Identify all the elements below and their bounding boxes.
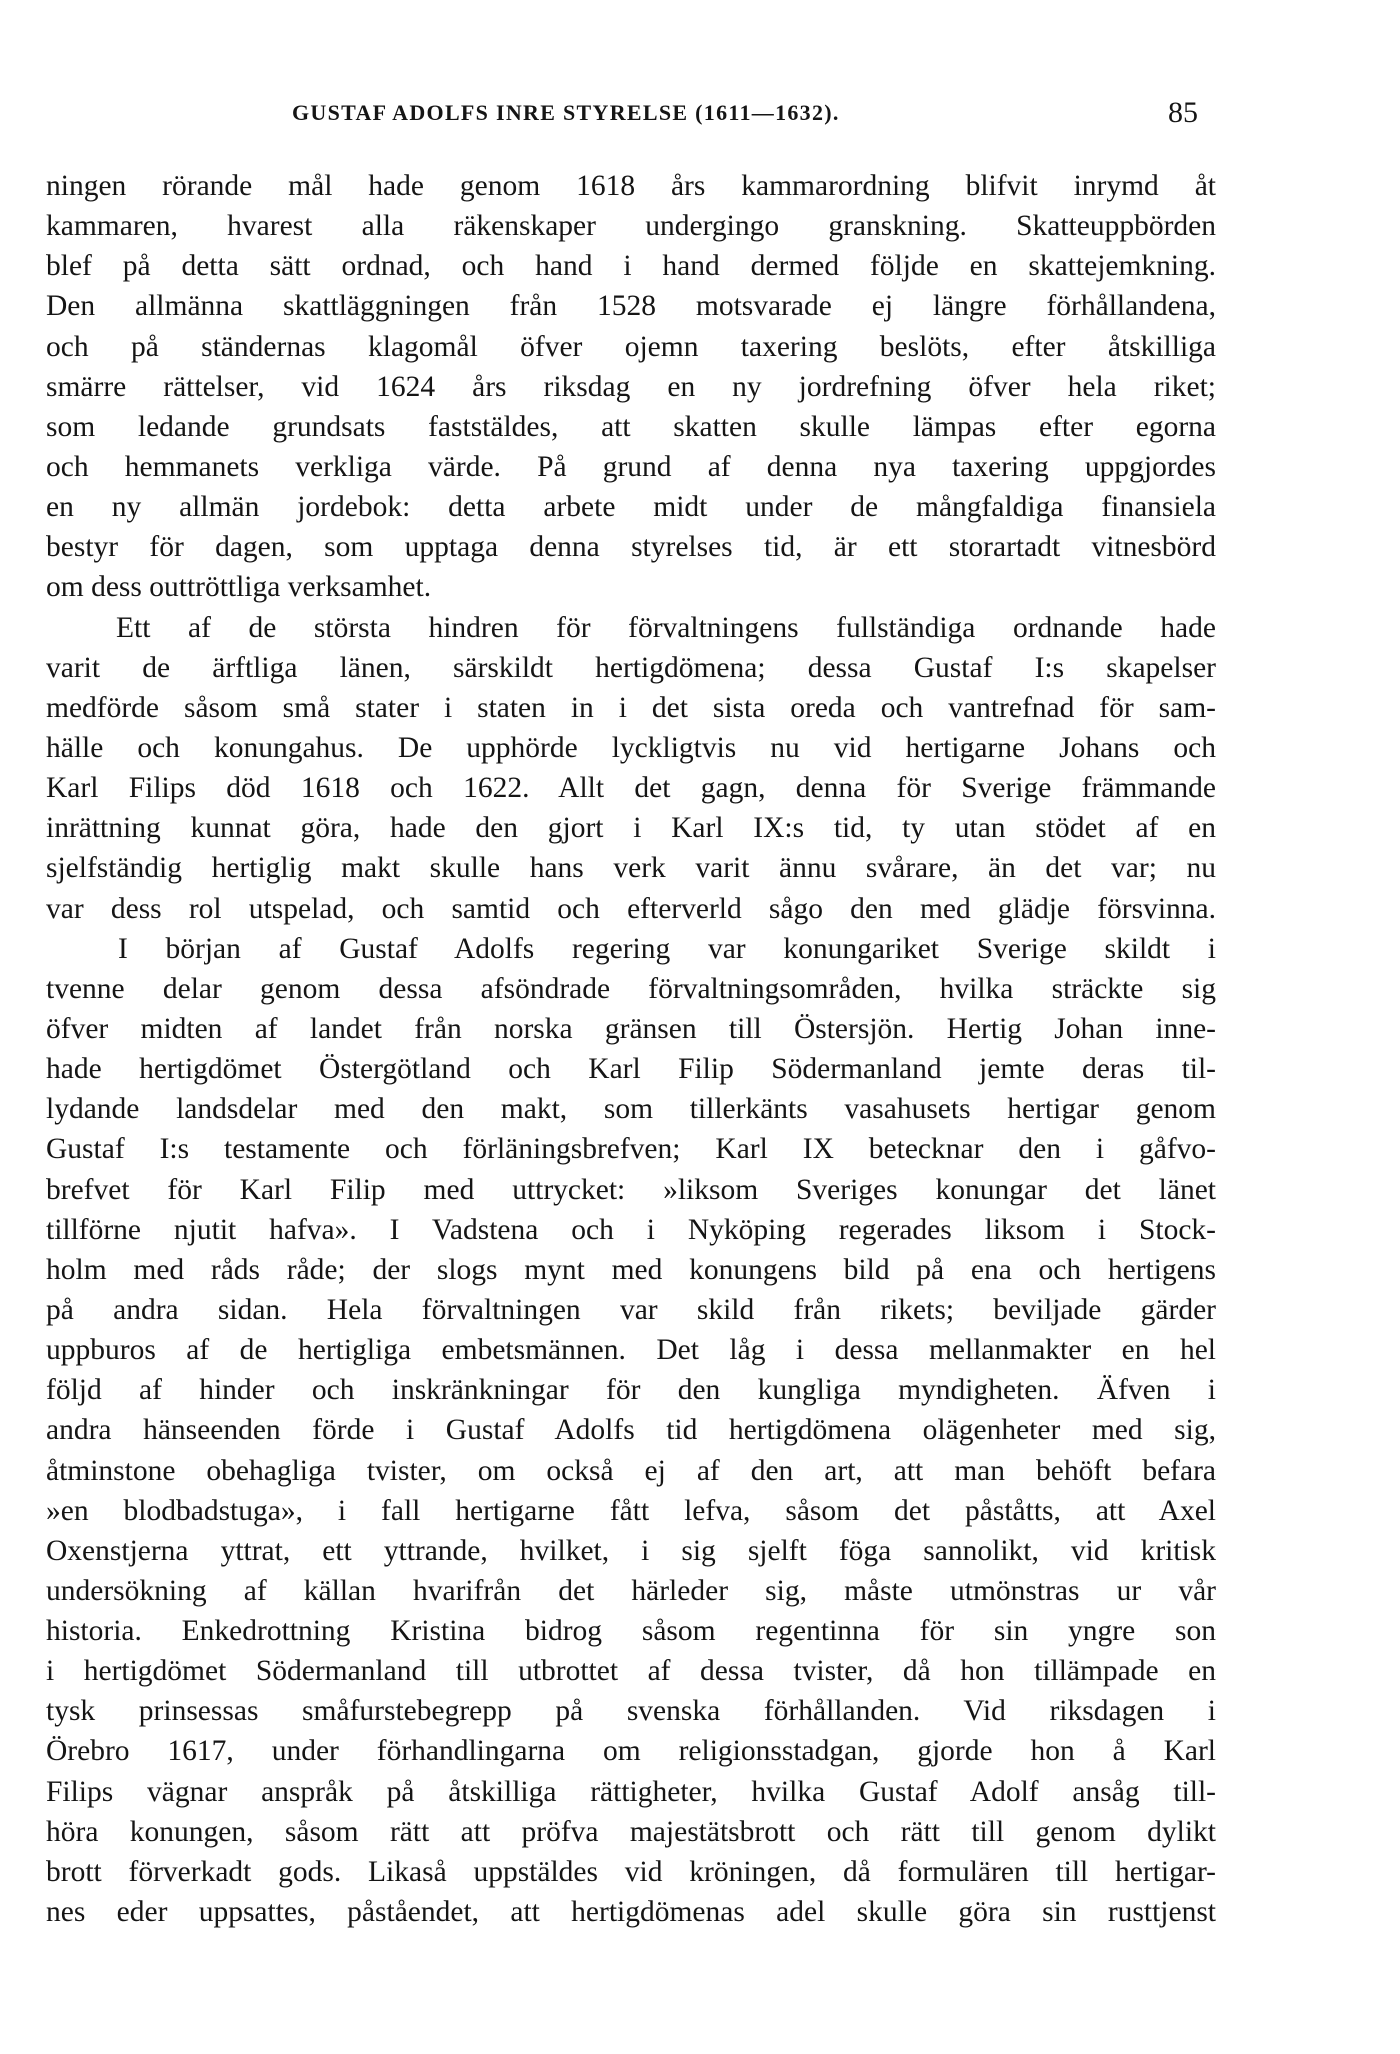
text-line: och hemmanets verkliga värde. På grund af denna nya taxering uppgjordes — [46, 450, 1216, 483]
text-line: som ledande grundsats faststäldes, att skatten skulle lämpas efter egorna — [46, 410, 1216, 443]
text-line: Filips vägnar anspråk på åtskilliga rättigheter, hvilka Gustaf Adolf ansåg till- — [46, 1775, 1216, 1808]
text-line: undersökning af källan hvarifrån det härleder sig, måste utmönstras ur vår — [46, 1574, 1216, 1607]
text-line: bestyr för dagen, som upptaga denna styrelses tid, är ett storartadt vitnesbörd — [46, 531, 1216, 564]
text-line: brott förverkadt gods. Likaså uppstäldes vid kröningen, då formulären till hertigar- — [46, 1855, 1216, 1888]
text-line: »en blodbadstuga», i fall hertigarne fått lefva, såsom det påståtts, att Axel — [46, 1494, 1216, 1527]
text-line: Örebro 1617, under förhandlingarna om religionsstadgan, gjorde hon å Karl — [46, 1735, 1216, 1768]
text-line: hade hertigdömet Östergötland och Karl Filip Södermanland jemte deras til- — [46, 1053, 1216, 1086]
text-line: Den allmänna skattläggningen från 1528 motsvarade ej längre förhållandena, — [46, 290, 1216, 323]
text-line: varit de ärftliga länen, särskildt hertigdömena; dessa Gustaf I:s skapelser — [46, 651, 1216, 684]
text-line: Karl Filips död 1618 och 1622. Allt det gagn, denna för Sverige främmande — [46, 772, 1216, 805]
text-line: ningen rörande mål hade genom 1618 års kammarordning blifvit inrymd åt — [46, 170, 1216, 202]
paragraph-last-line: var dess rol utspelad, och samtid och efterverld sågo den med glädje försvinna. — [46, 892, 1216, 925]
text-line: höra konungen, såsom rätt att pröfva majestätsbrott och rätt till genom dylikt — [46, 1815, 1216, 1848]
text-line: nes eder uppsattes, påståendet, att hertigdömenas adel skulle göra sin rusttjenst — [46, 1896, 1216, 1929]
paragraph-last-line: om dess outtröttliga verksamhet. — [46, 571, 432, 604]
text-line: på andra sidan. Hela förvaltningen var skild från rikets; beviljade gärder — [46, 1293, 1216, 1326]
text-line: smärre rättelser, vid 1624 års riksdag en ny jordrefning öfver hela riket; — [46, 370, 1216, 403]
text-line: andra hänseenden förde i Gustaf Adolfs tid hertigdömena olägenheter med sig, — [46, 1414, 1216, 1447]
paragraph-first-line: I början af Gustaf Adolfs regering var konungariket Sverige skildt i — [118, 932, 1216, 965]
text-line: en ny allmän jordebok: detta arbete midt under de mångfaldiga finansiela — [46, 491, 1216, 524]
text-line: holm med råds råde; der slogs mynt med konungens bild på ena och hertigens — [46, 1253, 1216, 1286]
text-line: kammaren, hvarest alla räkenskaper undergingo granskning. Skatteuppbörden — [46, 210, 1216, 243]
text-line: historia. Enkedrottning Kristina bidrog såsom regentinna för sin yngre son — [46, 1615, 1216, 1648]
text-line: Gustaf I:s testamente och förläningsbrefven; Karl IX betecknar den i gåfvo- — [46, 1133, 1216, 1166]
text-line: brefvet för Karl Filip med uttrycket: »liksom Sveriges konungar det länet — [46, 1173, 1216, 1206]
text-line: följd af hinder och inskränkningar för den kungliga myndigheten. Äfven i — [46, 1374, 1216, 1407]
text-line: blef på detta sätt ordnad, och hand i hand dermed följde en skattejemkning. — [46, 250, 1216, 283]
text-line: tysk prinsessas småfurstebegrepp på svenska förhållanden. Vid riksdagen i — [46, 1695, 1216, 1728]
text-line: åtminstone obehagliga tvister, om också ej af den art, att man behöft befara — [46, 1454, 1216, 1487]
running-title: GUSTAF ADOLFS INRE STYRELSE (1611—1632). — [292, 100, 840, 125]
text-line: Oxenstjerna yttrat, ett yttrande, hvilket, i sig sjelft föga sannolikt, vid kritisk — [46, 1534, 1216, 1567]
text-line: inrättning kunnat göra, hade den gjort i Karl IX:s tid, ty utan stödet af en — [46, 812, 1216, 845]
page-number: 85 — [1168, 96, 1198, 129]
body-text — [46, 166, 1216, 1932]
running-head — [0, 96, 1400, 136]
text-line: i hertigdömet Södermanland till utbrottet af dessa tvister, då hon tillämpade en — [46, 1655, 1216, 1688]
text-line: sjelfständig hertiglig makt skulle hans verk varit ännu svårare, än det var; nu — [46, 852, 1216, 885]
text-line: lydande landsdelar med den makt, som tillerkänts vasahusets hertigar genom — [46, 1093, 1216, 1126]
paragraph-first-line: Ett af de största hindren för förvaltningens fullständiga ordnande hade — [116, 611, 1216, 644]
text-line: medförde såsom små stater i staten in i det sista oreda och vantrefnad för sam- — [46, 691, 1216, 724]
text-line: uppburos af de hertigliga embetsmännen. Det låg i dessa mellanmakter en hel — [46, 1334, 1216, 1367]
text-line: tvenne delar genom dessa afsöndrade förvaltningsområden, hvilka sträckte sig — [46, 972, 1216, 1005]
text-line: tillförne njutit hafva». I Vadstena och i Nyköping regerades liksom i Stock- — [46, 1213, 1216, 1246]
text-line: och på ständernas klagomål öfver ojemn taxering beslöts, efter åtskilliga — [46, 330, 1216, 363]
text-line: hälle och konungahus. De upphörde lyckligtvis nu vid hertigarne Johans och — [46, 731, 1216, 764]
text-line: öfver midten af landet från norska gränsen till Östersjön. Hertig Johan inne- — [46, 1012, 1216, 1045]
